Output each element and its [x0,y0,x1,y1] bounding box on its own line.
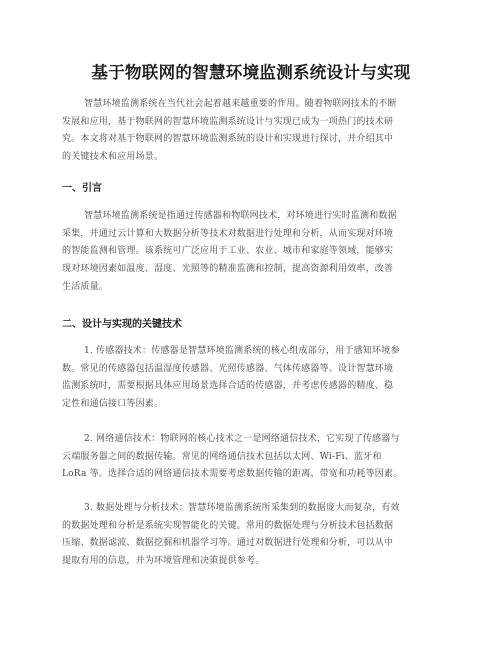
paragraph-line: 的数据处理和分析是系统实现智能化的关键。常用的数据处理与分析技术包括数据 [62,520,394,531]
paragraph-line: 压缩、数据滤波、数据挖掘和机器学习等。通过对数据进行处理和分析，可以从中 [62,538,394,549]
paragraph-line: 采集，并通过云计算和大数据分析等技术对数据进行处理和分析，从而实现对环境 [62,228,394,239]
paragraph-line: 数。常见的传感器包括温湿度传感器、光照传感器、气体传感器等。设计智慧环境 [62,363,394,374]
item-paragraph-data-processing [62,500,440,571]
paragraph-line: 监测系统时，需要根据具体应用场景选择合适的传感器，并考虑传感器的精度、稳 [62,381,394,392]
paragraph-line: 1. 传感器技术：传感器是智慧环境监测系统的核心组成部分，用于感知环境参 [84,346,400,356]
paragraph-line: 现对环境因素如温度、湿度、光照等的精准监测和控制，提高资源利用效率，改善 [62,264,394,275]
section-heading-key-technologies: 二、设计与实现的关键技术 [62,319,182,330]
document-title: 基于物联网的智慧环境监测系统设计与实现 [91,63,411,82]
paragraph-line: 究。本文将对基于物联网的智慧环境监测系统的设计和实现进行探讨，并介绍其中 [62,134,394,145]
paragraph-line: 生活质量。 [62,281,109,292]
section-heading-introduction: 一、引言 [62,183,102,194]
item-paragraph-network-tech [62,431,440,484]
paragraph-line: 发展和应用，基于物联网的智慧环境监测系统设计与实现已成为一项热门的技术研 [62,116,394,127]
paragraph-line: 的智能监测和管理。该系统可广泛应用于工业、农业、城市和家庭等领域，能够实 [62,246,394,257]
intro-paragraph [62,96,440,167]
paragraph-line: 云端服务器之间的数据传输。常见的网络通信技术包括以太网、Wi-Fi、蓝牙和 [62,451,382,462]
paragraph-line: 智慧环境监测系统在当代社会起着越来越重要的作用。随着物联网技术的不断 [84,99,397,109]
paragraph-line: 2. 网络通信技术：物联网的核心技术之一是网络通信技术，它实现了传感器与 [84,434,400,444]
item-paragraph-sensor-tech [62,343,440,414]
paragraph-line: 定性和通信接口等因素。 [62,399,164,410]
paragraph-line: LoRa 等。选择合适的网络通信技术需要考虑数据传输的距离、带宽和功耗等因素。 [62,469,403,480]
paragraph-line: 3. 数据处理与分析技术：智慧环境监测系统所采集到的数据庞大而复杂，有效 [84,503,400,513]
paragraph-line: 的关键技术和应用场景。 [62,152,164,163]
section1-paragraph [62,208,440,297]
paragraph-line: 提取有用的信息，并为环境管理和决策提供参考。 [62,556,265,567]
paragraph-line: 智慧环境监测系统是指通过传感器和物联网技术，对环境进行实时监测和数据 [84,211,397,221]
